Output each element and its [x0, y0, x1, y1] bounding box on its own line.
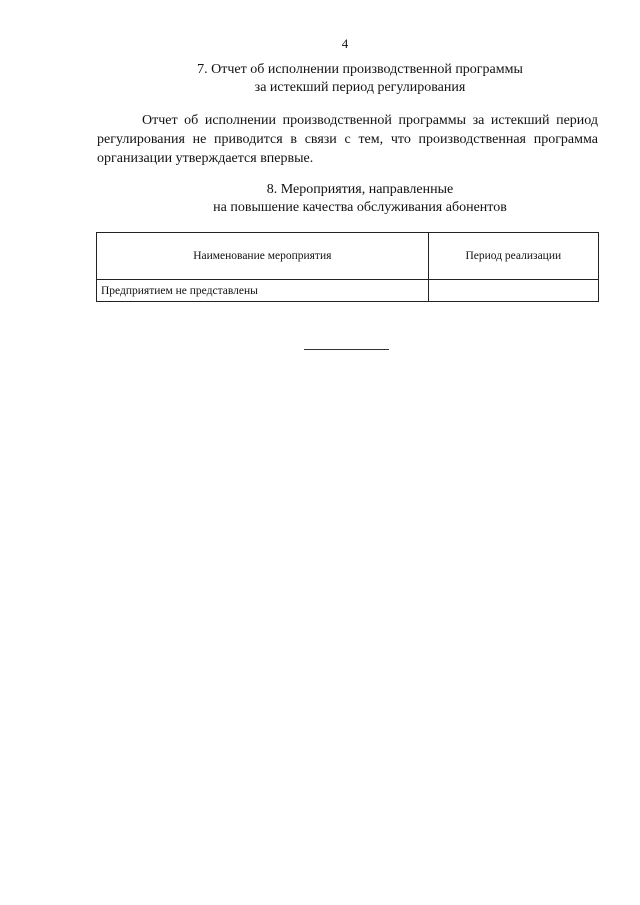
table-row: [97, 280, 599, 302]
closing-separator-line: [304, 349, 389, 350]
section-8-title-line-1: 8. Мероприятия, направленные: [266, 182, 454, 197]
section-8-title-line-2: на повышение качества обслуживания абонентов: [213, 200, 507, 215]
table-header-row: [97, 233, 599, 280]
section-8-heading: [165, 181, 555, 217]
section-7-heading: [165, 61, 555, 97]
header-implementation-period: Период реализации: [428, 233, 598, 280]
section-7-paragraph: Отчет об исполнении производственной программы за истекший период регулирования не приводится в связи с тем, что производственная программа организации утверждается впервые.: [97, 113, 598, 166]
table-cell-measure: Предприятием не представлены: [97, 280, 429, 302]
section-7-title-line-1: 7. Отчет об исполнении производственной программы: [197, 62, 523, 77]
table-cell-period: [428, 280, 598, 302]
measures-table: [96, 232, 599, 302]
header-measure-name: Наименование мероприятия: [97, 233, 429, 280]
page-number: 4: [341, 36, 349, 51]
section-7-title-line-2: за истекший период регулирования: [254, 80, 466, 95]
